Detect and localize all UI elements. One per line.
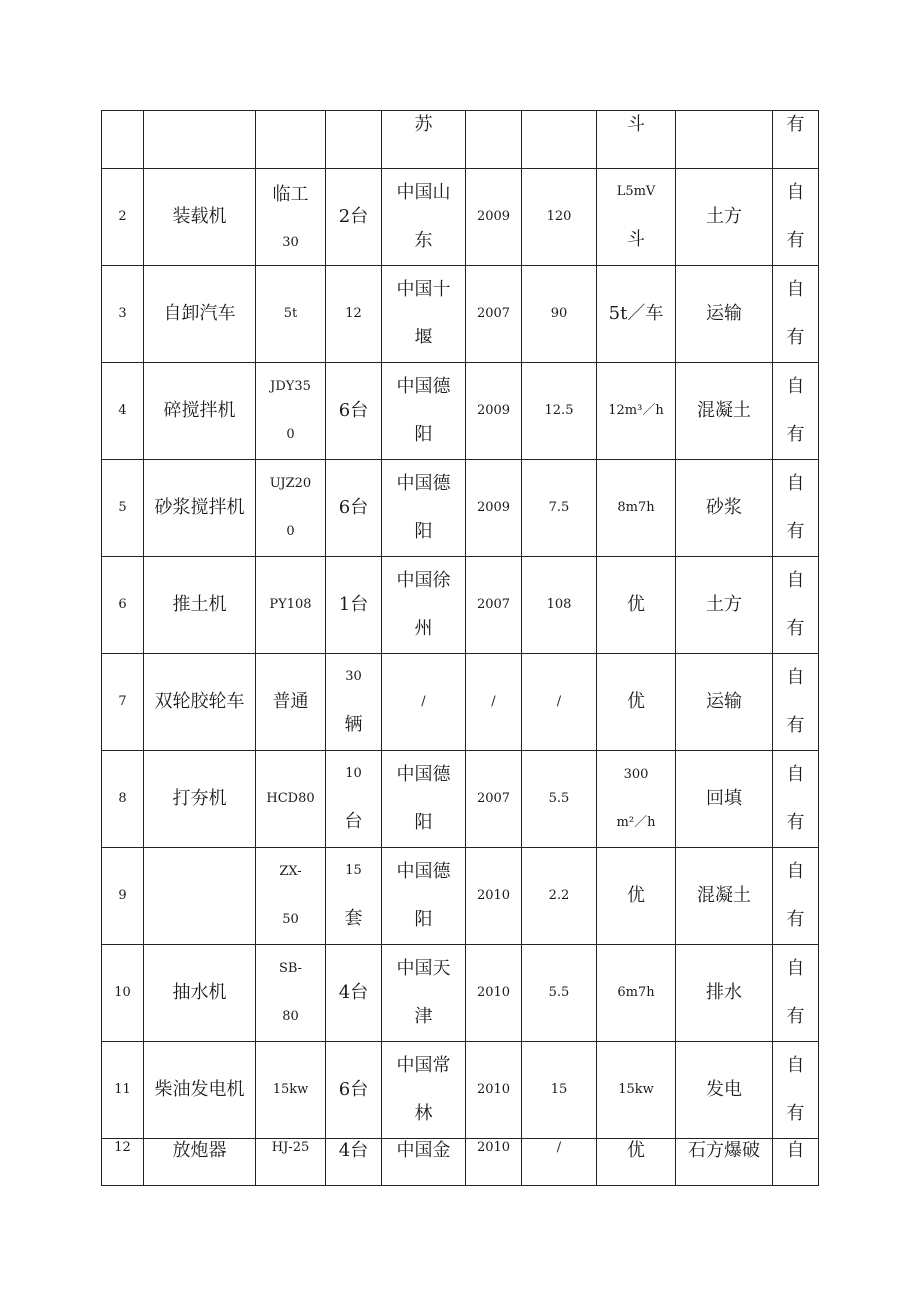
- cell-capacity: [597, 111, 676, 169]
- table-row: [102, 848, 819, 945]
- cell-power-text: 15: [550, 1082, 568, 1098]
- cell-year-text: 2009: [476, 403, 511, 419]
- cell-origin: [382, 557, 466, 654]
- cell-owner: [773, 266, 819, 363]
- cell-owner: [773, 848, 819, 945]
- cell-origin-line-1: 中国德: [396, 473, 451, 495]
- cell-use-text: 混凝土: [697, 400, 751, 422]
- cell-power-text: 5.5: [548, 985, 570, 1001]
- cell-owner: [773, 1042, 819, 1139]
- cell-owner-line-2: 有: [786, 1006, 805, 1028]
- cell-year: [466, 1139, 522, 1186]
- cell-origin-line-1: 中国德: [396, 376, 451, 398]
- cell-no-text: 5: [118, 500, 127, 516]
- cell-qty: [326, 557, 382, 654]
- cell-model-line-1: 普通: [272, 691, 309, 713]
- cell-capacity: [597, 1042, 676, 1139]
- cell-use: [676, 945, 773, 1042]
- cell-no: [102, 751, 144, 848]
- cell-no-text: 11: [114, 1082, 131, 1098]
- cell-name: [144, 111, 256, 169]
- cell-capacity: [597, 266, 676, 363]
- cell-model-line-1: ZX-: [279, 864, 302, 880]
- cell-owner-line-1: 有: [786, 114, 805, 135]
- cell-year-text: 2010: [476, 888, 511, 904]
- table-row: [102, 111, 819, 169]
- cell-power: [522, 266, 597, 363]
- cell-capacity-line-1: 15kw: [618, 1082, 654, 1098]
- cell-capacity: [597, 169, 676, 266]
- cell-capacity-line-1: 6m7h: [617, 985, 655, 1001]
- cell-model: [256, 1042, 326, 1139]
- cell-use: [676, 460, 773, 557]
- cell-origin-line-2: 阳: [414, 909, 433, 931]
- cell-use-text: 回填: [706, 788, 742, 810]
- cell-origin-line-2: 阳: [414, 812, 433, 834]
- cell-owner: [773, 1139, 819, 1186]
- cell-owner-line-2: 有: [786, 1103, 805, 1125]
- cell-owner-line-1: 自: [786, 1055, 805, 1077]
- cell-origin-line-2: 阳: [414, 521, 433, 543]
- cell-capacity: [597, 363, 676, 460]
- cell-use-text: 运输: [706, 691, 742, 713]
- cell-owner: [773, 363, 819, 460]
- cell-year: [466, 1042, 522, 1139]
- cell-capacity: [597, 460, 676, 557]
- cell-model: [256, 751, 326, 848]
- cell-use: [676, 1042, 773, 1139]
- cell-qty-line-1: 4台: [338, 1140, 369, 1161]
- cell-capacity-line-1: 300: [623, 767, 649, 783]
- cell-power: [522, 557, 597, 654]
- cell-year: [466, 557, 522, 654]
- cell-qty: [326, 169, 382, 266]
- table-row: [102, 266, 819, 363]
- cell-model-line-1: JDY35: [270, 379, 311, 395]
- cell-use-text: 运输: [706, 303, 742, 325]
- cell-year: [466, 654, 522, 751]
- cell-power: [522, 169, 597, 266]
- table-row: [102, 169, 819, 266]
- cell-owner: [773, 557, 819, 654]
- cell-no: [102, 111, 144, 169]
- cell-origin: [382, 363, 466, 460]
- cell-capacity-line-1: 优: [627, 885, 645, 907]
- cell-use: [676, 1139, 773, 1186]
- cell-capacity-line-1: 8m7h: [617, 500, 655, 516]
- cell-qty-line-1: 6台: [338, 1079, 369, 1101]
- cell-owner-line-1: 自: [786, 279, 805, 301]
- cell-use: [676, 111, 773, 169]
- cell-no: [102, 169, 144, 266]
- cell-model-line-1: 15kw: [272, 1082, 309, 1098]
- cell-power-text: /: [556, 1140, 562, 1155]
- cell-name-text: 砂浆搅拌机: [154, 497, 245, 519]
- cell-no: [102, 363, 144, 460]
- cell-origin-line-1: 中国德: [396, 764, 451, 786]
- cell-no: [102, 1042, 144, 1139]
- cell-no-text: 3: [118, 306, 127, 322]
- cell-no-text: 2: [118, 209, 127, 225]
- cell-use: [676, 654, 773, 751]
- table-row: [102, 557, 819, 654]
- cell-year-text: 2007: [476, 791, 511, 807]
- cell-year: [466, 848, 522, 945]
- cell-owner-line-1: 自: [786, 1140, 805, 1161]
- cell-capacity: [597, 848, 676, 945]
- cell-year-text: 2010: [476, 985, 511, 1001]
- cell-qty-line-2: 套: [344, 907, 363, 929]
- cell-name: [144, 848, 256, 945]
- cell-use-text: 排水: [706, 982, 742, 1004]
- cell-qty-line-2: 辆: [344, 713, 363, 735]
- cell-qty: [326, 460, 382, 557]
- cell-origin: [382, 266, 466, 363]
- cell-year-text: 2009: [476, 209, 511, 225]
- cell-model: [256, 363, 326, 460]
- cell-name-text: 抽水机: [172, 982, 227, 1004]
- cell-origin-line-2: 津: [414, 1006, 433, 1028]
- cell-use-text: 土方: [706, 206, 742, 228]
- cell-model: [256, 1139, 326, 1186]
- cell-origin: [382, 848, 466, 945]
- cell-model: [256, 266, 326, 363]
- cell-qty: [326, 1139, 382, 1186]
- cell-power: [522, 1042, 597, 1139]
- cell-no: [102, 557, 144, 654]
- cell-origin-line-1: 中国山: [396, 182, 451, 204]
- cell-origin-line-1: 中国徐: [396, 570, 451, 592]
- cell-owner: [773, 945, 819, 1042]
- cell-owner-line-2: 有: [786, 521, 805, 543]
- cell-year: [466, 945, 522, 1042]
- cell-no: [102, 266, 144, 363]
- cell-no-text: 8: [118, 791, 127, 807]
- cell-origin-line-1: 中国天: [396, 958, 451, 980]
- cell-qty: [326, 945, 382, 1042]
- cell-name-text: 推土机: [172, 594, 227, 616]
- equipment-table: [101, 110, 819, 1186]
- cell-power: [522, 460, 597, 557]
- table-row: [102, 363, 819, 460]
- cell-year: [466, 751, 522, 848]
- cell-qty: [326, 363, 382, 460]
- cell-owner: [773, 460, 819, 557]
- cell-qty: [326, 654, 382, 751]
- table-row: [102, 751, 819, 848]
- cell-owner-line-1: 自: [786, 861, 805, 883]
- cell-origin: [382, 945, 466, 1042]
- cell-year-text: 2010: [476, 1082, 511, 1098]
- equipment-table-body: [102, 111, 819, 1186]
- cell-origin-line-1: 中国十: [396, 279, 451, 301]
- cell-no-text: 10: [114, 985, 131, 1001]
- cell-qty-line-1: 10: [345, 765, 362, 781]
- cell-capacity-line-2: m²／h: [616, 815, 656, 831]
- cell-owner-line-1: 自: [786, 376, 805, 398]
- cell-capacity-line-1: 优: [627, 1140, 645, 1161]
- cell-name: [144, 460, 256, 557]
- cell-owner-line-1: 自: [786, 764, 805, 786]
- cell-origin-line-1: 中国常: [396, 1055, 451, 1077]
- cell-model: [256, 169, 326, 266]
- cell-model: [256, 654, 326, 751]
- cell-year-text: 2007: [476, 306, 511, 322]
- cell-model: [256, 557, 326, 654]
- cell-qty: [326, 111, 382, 169]
- cell-year-text: 2009: [476, 500, 511, 516]
- cell-name: [144, 654, 256, 751]
- cell-model-line-1: HCD80: [266, 791, 315, 807]
- cell-model-line-1: 5t: [283, 306, 298, 322]
- cell-model: [256, 848, 326, 945]
- cell-name-text: 双轮胶轮车: [154, 691, 245, 713]
- cell-origin-line-2: 东: [414, 230, 433, 252]
- cell-qty: [326, 848, 382, 945]
- cell-name-text: 柴油发电机: [154, 1079, 245, 1101]
- cell-model: [256, 460, 326, 557]
- cell-owner-line-2: 有: [786, 812, 805, 834]
- cell-no: [102, 945, 144, 1042]
- cell-model: [256, 111, 326, 169]
- table-row: [102, 460, 819, 557]
- cell-use-text: 混凝土: [697, 885, 751, 907]
- cell-origin: [382, 654, 466, 751]
- cell-capacity: [597, 945, 676, 1042]
- cell-owner: [773, 654, 819, 751]
- cell-name-text: 装载机: [172, 206, 227, 228]
- cell-name-text: 打夯机: [172, 788, 227, 810]
- cell-power: [522, 848, 597, 945]
- cell-power: [522, 363, 597, 460]
- cell-use: [676, 363, 773, 460]
- cell-power-text: 12.5: [544, 403, 574, 419]
- cell-qty-line-1: 6台: [338, 497, 369, 519]
- cell-capacity-line-1: 5t／车: [608, 303, 664, 325]
- cell-name-text: 自卸汽车: [163, 303, 236, 325]
- cell-year: [466, 460, 522, 557]
- cell-capacity: [597, 751, 676, 848]
- cell-qty-line-1: 12: [345, 306, 362, 322]
- cell-owner-line-2: 有: [786, 327, 805, 349]
- cell-model-line-1: UJZ20: [269, 476, 312, 492]
- cell-no-text: 9: [118, 888, 127, 904]
- cell-name: [144, 1042, 256, 1139]
- cell-no-text: 6: [118, 597, 127, 613]
- cell-use-text: 发电: [706, 1079, 742, 1101]
- cell-qty: [326, 751, 382, 848]
- cell-power: [522, 1139, 597, 1186]
- cell-model-line-1: SB-: [278, 961, 303, 977]
- cell-model: [256, 945, 326, 1042]
- cell-name: [144, 1139, 256, 1186]
- cell-origin-line-1: /: [421, 694, 426, 710]
- cell-model-line-2: 0: [286, 524, 295, 540]
- table-row: [102, 1042, 819, 1139]
- cell-model-line-2: 80: [282, 1009, 299, 1025]
- cell-power-text: 108: [546, 597, 572, 613]
- cell-use-text: 土方: [706, 594, 742, 616]
- cell-power: [522, 654, 597, 751]
- cell-qty-line-1: 6台: [338, 400, 369, 422]
- cell-power-text: 90: [550, 306, 568, 322]
- cell-power-text: 5.5: [548, 791, 570, 807]
- cell-qty-line-1: 2台: [338, 206, 369, 228]
- cell-name-text: 放炮器: [172, 1140, 227, 1161]
- cell-origin-line-1: 苏: [414, 114, 433, 135]
- cell-qty-line-2: 台: [344, 810, 363, 832]
- cell-no-text: 4: [118, 403, 127, 419]
- cell-capacity-line-2: 斗: [627, 228, 645, 250]
- cell-origin-line-2: 林: [414, 1103, 433, 1125]
- cell-name: [144, 266, 256, 363]
- cell-name: [144, 363, 256, 460]
- cell-power: [522, 751, 597, 848]
- cell-no: [102, 1139, 144, 1186]
- cell-power-text: 2.2: [548, 888, 570, 904]
- table-row: [102, 654, 819, 751]
- cell-use-text: 砂浆: [706, 497, 742, 519]
- cell-owner-line-2: 有: [786, 424, 805, 446]
- cell-origin: [382, 1139, 466, 1186]
- cell-owner-line-2: 有: [786, 618, 805, 640]
- cell-year: [466, 169, 522, 266]
- cell-model-line-2: 50: [282, 912, 299, 928]
- cell-year-text: /: [491, 694, 496, 710]
- cell-owner-line-2: 有: [786, 715, 805, 737]
- cell-model-line-2: 0: [286, 427, 295, 443]
- cell-use: [676, 266, 773, 363]
- table-row: [102, 1139, 819, 1186]
- cell-no: [102, 460, 144, 557]
- cell-power-text: 120: [546, 209, 572, 225]
- cell-qty-line-1: 4台: [338, 982, 369, 1004]
- cell-model-line-1: PY108: [269, 597, 312, 613]
- cell-origin-line-1: 中国金: [396, 1140, 451, 1161]
- cell-owner: [773, 111, 819, 169]
- cell-model-line-2: 30: [282, 234, 299, 250]
- cell-owner-line-1: 自: [786, 182, 805, 204]
- table-row: [102, 945, 819, 1042]
- cell-capacity: [597, 557, 676, 654]
- cell-owner-line-1: 自: [786, 473, 805, 495]
- cell-name: [144, 751, 256, 848]
- cell-use: [676, 169, 773, 266]
- cell-owner-line-1: 自: [786, 570, 805, 592]
- cell-use: [676, 848, 773, 945]
- cell-qty-line-1: 15: [345, 862, 362, 878]
- cell-origin: [382, 751, 466, 848]
- cell-capacity-line-1: 优: [627, 594, 645, 616]
- cell-year: [466, 266, 522, 363]
- cell-owner-line-2: 有: [786, 909, 805, 931]
- cell-year-text: 2010: [476, 1140, 511, 1155]
- cell-origin-line-2: 州: [414, 618, 433, 640]
- cell-power: [522, 111, 597, 169]
- cell-power: [522, 945, 597, 1042]
- cell-origin: [382, 460, 466, 557]
- cell-name: [144, 945, 256, 1042]
- cell-capacity-line-1: 优: [627, 691, 645, 713]
- cell-owner: [773, 751, 819, 848]
- cell-qty-line-1: 1台: [338, 594, 369, 616]
- cell-model-line-1: HJ-25: [271, 1140, 310, 1155]
- cell-origin-line-1: 中国德: [396, 861, 451, 883]
- cell-use: [676, 751, 773, 848]
- cell-capacity-line-1: L5mV: [616, 183, 656, 199]
- cell-origin: [382, 1042, 466, 1139]
- cell-owner-line-1: 自: [786, 958, 805, 980]
- cell-no: [102, 654, 144, 751]
- cell-origin: [382, 111, 466, 169]
- cell-capacity-line-1: 12m³／h: [608, 403, 664, 419]
- cell-name: [144, 169, 256, 266]
- cell-model-line-1: 临工: [272, 183, 309, 205]
- cell-name-text: 碎搅拌机: [163, 400, 236, 422]
- cell-qty: [326, 266, 382, 363]
- cell-no-text: 12: [114, 1140, 131, 1155]
- cell-origin: [382, 169, 466, 266]
- cell-origin-line-2: 堰: [414, 327, 433, 349]
- cell-no-text: 7: [118, 694, 127, 710]
- cell-use-text: 石方爆破: [688, 1140, 760, 1161]
- cell-name: [144, 557, 256, 654]
- cell-power-text: /: [556, 694, 562, 710]
- cell-owner-line-1: 自: [786, 667, 805, 689]
- cell-year: [466, 111, 522, 169]
- cell-capacity: [597, 654, 676, 751]
- cell-owner: [773, 169, 819, 266]
- cell-use: [676, 557, 773, 654]
- cell-year: [466, 363, 522, 460]
- cell-power-text: 7.5: [548, 500, 570, 516]
- cell-year-text: 2007: [476, 597, 511, 613]
- cell-capacity-line-1: 斗: [627, 114, 645, 135]
- cell-capacity: [597, 1139, 676, 1186]
- cell-qty: [326, 1042, 382, 1139]
- cell-no: [102, 848, 144, 945]
- cell-owner-line-2: 有: [786, 230, 805, 252]
- cell-origin-line-2: 阳: [414, 424, 433, 446]
- cell-qty-line-1: 30: [345, 668, 362, 684]
